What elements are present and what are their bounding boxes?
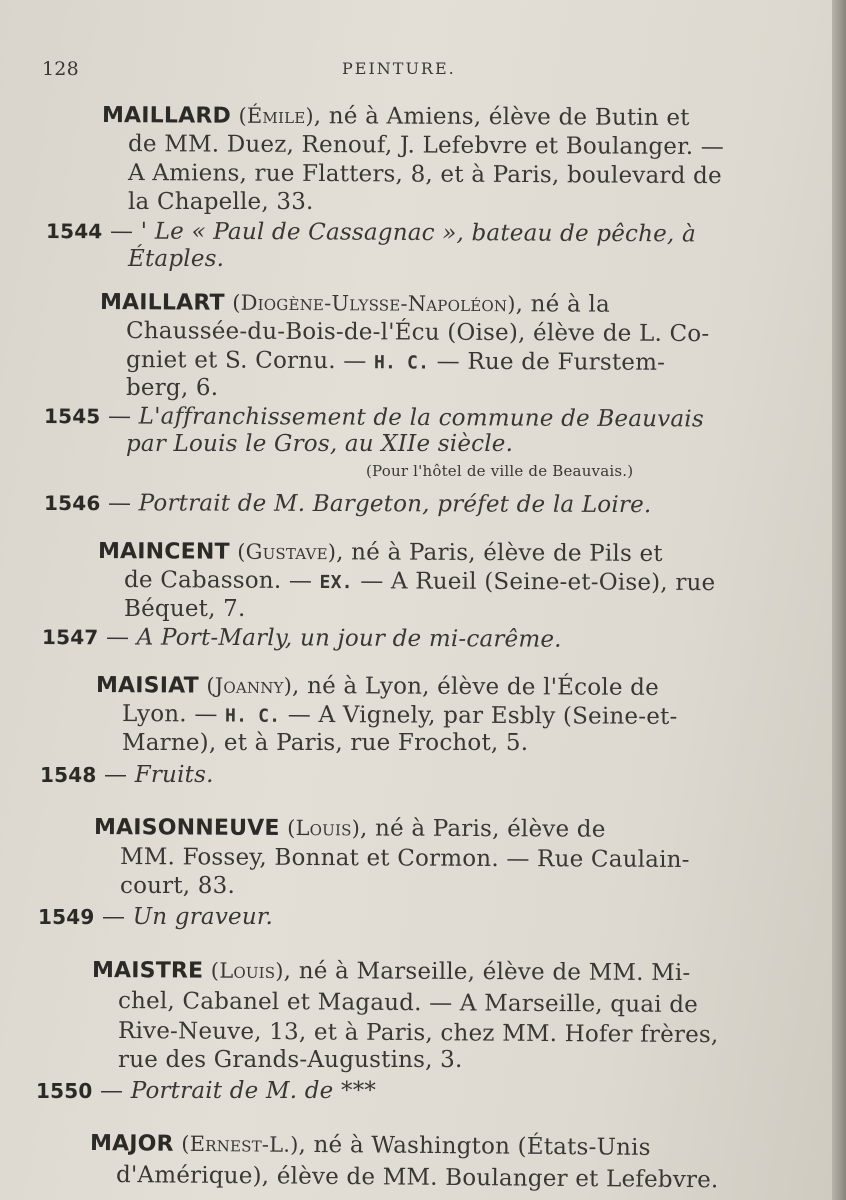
entry-text: chel, Cabanel et Magaud. — A Marseille, quai de (117, 988, 699, 1019)
entry-text: , né à Amiens, élève de Butin et (313, 103, 690, 132)
entry-artist-major (90, 1128, 651, 1164)
running-header: PEINTURE. (342, 59, 456, 78)
work-title: Un graveur. (125, 904, 274, 930)
entry-text: A Amiens, rue Flatters, 8, et à Paris, boulevard de (127, 160, 722, 190)
catalog-number: 1548 (40, 763, 97, 787)
honor-mark: H. C. (373, 352, 430, 374)
artist-first-name: (Louis) (287, 816, 361, 841)
work-title: L'affranchissement de la commune de Beauvais (131, 403, 704, 433)
catalog-number: 1547 (41, 625, 99, 650)
work-title: A Port-Marly, un jour de mi-carême. (129, 624, 562, 653)
entry-text: MM. Fossey, Bonnat et Cormon. — Rue Caulain- (119, 844, 690, 873)
honor-mark: EX. (319, 572, 353, 594)
entry-text: , né à Marseille, élève de MM. Mi- (283, 958, 691, 987)
entry-text: , né à Paris, élève de Pils et (336, 539, 663, 567)
entry-text: Rive-Neuve, 13, et à Paris, chez MM. Hofer frères, (117, 1018, 719, 1049)
dash: — (102, 218, 134, 245)
dash: — (100, 490, 132, 517)
artist-name: MAISIAT (95, 673, 199, 699)
work-entry-1546 (44, 488, 652, 520)
dash: — (94, 904, 126, 930)
entry-text: , né à la (515, 291, 610, 318)
entry-text: , né à Paris, élève de (359, 815, 606, 843)
entry-text-part: — Rue de Furstem- (429, 348, 666, 376)
artist-name: MAINCENT (97, 539, 230, 565)
catalog-number: 1550 (36, 1079, 93, 1103)
catalog-number: 1546 (43, 491, 101, 516)
work-entry-1550 (36, 1076, 376, 1106)
artist-first-name: (Gustave) (237, 539, 337, 565)
artist-name: MAISTRE (91, 958, 204, 984)
dash: — (100, 403, 132, 430)
work-title: Portrait de M. de *** (123, 1078, 377, 1104)
honor-mark: H. C. (225, 705, 281, 727)
artist-name: MAILLARD (101, 103, 232, 129)
artist-first-name: (Émile) (238, 103, 314, 129)
entry-text: rue des Grands-Augustins, 3. (118, 1047, 463, 1073)
entry-text-part: — A Rueil (Seine-et-Oise), rue (352, 568, 716, 597)
entry-text: Chaussée-du-Bois-de-l'Écu (Oise), élève de L. Co- (125, 318, 710, 348)
page-number: 128 (42, 58, 79, 80)
catalog-number: 1549 (38, 905, 95, 929)
work-entry-1547 (42, 622, 562, 655)
artist-name: MAJOR (89, 1131, 174, 1157)
entry-text: Marne), et à Paris, rue Frochot, 5. (122, 730, 529, 756)
work-title: Fruits. (127, 762, 214, 788)
artist-first-name: (Diogène-Ulysse-Napoléon) (232, 290, 516, 317)
dash: — (96, 762, 128, 788)
entry-text-part: gniet et S. Cornu. — (125, 347, 375, 375)
dash: — (98, 624, 130, 651)
entry-text: d'Amérique), élève de MM. Boulanger et Lefebvre. (115, 1162, 719, 1194)
catalog-number: 1545 (43, 404, 101, 429)
catalog-number: 1544 (45, 219, 103, 244)
work-title: Étaples. (128, 246, 225, 272)
work-title: par Louis le Gros, au XIIe siècle. (126, 431, 514, 457)
dash: — (92, 1078, 124, 1104)
artist-name: MAILLART (99, 290, 225, 316)
work-title: ' Le « Paul de Cassagnac », bateau de pêche, à (133, 218, 696, 248)
artist-name: MAISONNEUVE (93, 815, 280, 841)
entry-text-part: — A Vignely, par Esbly (Seine-et- (280, 701, 678, 730)
entry-text: , né à Washington (États-Unis (298, 1131, 651, 1161)
artist-first-name: (Louis) (210, 958, 284, 984)
entry-text: court, 83. (120, 873, 235, 899)
artist-first-name: (Joanny) (206, 673, 293, 699)
work-entry-1548 (40, 760, 214, 790)
entry-text: , né à Lyon, élève de l'École de (292, 673, 660, 701)
entry-text-part: de Cabasson. — (123, 567, 320, 595)
entry-text-part: Lyon. — (121, 701, 226, 728)
entry-text: la Chapelle, 33. (128, 189, 314, 215)
entry-text: de MM. Duez, Renouf, J. Lefebvre et Boulanger. — (127, 131, 725, 161)
work-title: Portrait de M. Bargeton, préfet de la Loire. (131, 490, 652, 519)
entry-artist-maistre (92, 955, 691, 989)
entry-text: berg, 6. (126, 375, 219, 401)
artist-first-name: (Ernest-L.) (181, 1131, 299, 1157)
entry-artist-maisonneuve (94, 812, 606, 846)
work-credit: (Pour l'hôtel de ville de Beauvais.) (366, 462, 634, 480)
work-entry-1549 (38, 902, 273, 932)
entry-text: Béquet, 7. (124, 596, 246, 622)
page-edge-shadow (832, 0, 846, 1200)
